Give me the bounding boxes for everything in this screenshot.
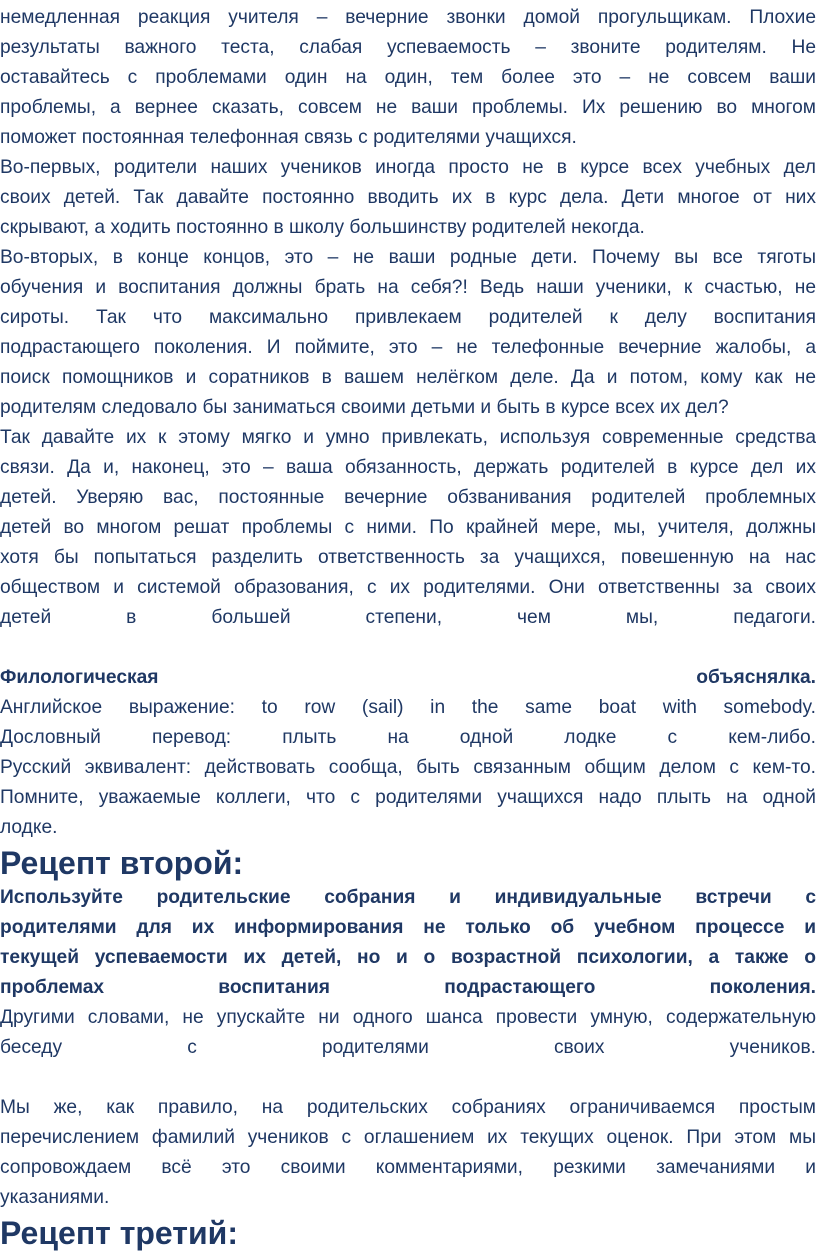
paragraph-1 [0,0,816,153]
text-line: результаты важного теста, слабая успеваемость – звоните родителям. Не [0,37,816,58]
text-line: детей. Уверяю вас, постоянные вечерние обзванивания родителей проблемных [0,487,816,508]
text-line: Так давайте их к этому мягко и умно привлекать, используя современные средства [0,427,816,448]
text-line: сироты. Так что максимально привлекаем родителей к делу воспитания [0,307,816,328]
recipe-3-heading: Рецепт третий: [0,1215,238,1251]
text-line: поиск помощников и соратников в вашем нелёгком деле. Да и потом, кому как не [0,367,816,388]
text-line: Мы же, как правило, на родительских собраниях ограничиваемся простым [0,1097,816,1118]
text-line: указаниями. [0,1187,110,1208]
text-line: лодке. [0,817,58,838]
paragraph-3 [0,243,816,423]
text-line: перечислением фамилий учеников с оглашением их текущих оценок. При этом мы [0,1127,816,1148]
text-line: оставайтесь с проблемами один на один, тем более это – не совсем ваши [0,67,816,88]
text-line: обучения и воспитания должны брать на себя?! Ведь наши ученики, к счастью, не [0,277,816,298]
text-line: Английское выражение: to row (sail) in the same boat with somebody. [0,697,816,718]
text-line: своих детей. Так давайте постоянно вводить их в курс дела. Дети многое от них [0,187,816,208]
bold-line: родителями для их информирования не только об учебном процессе и [0,917,816,938]
text-line: Во-первых, родители наших учеников иногда просто не в курсе всех учебных дел [0,157,816,178]
text-line: хотя бы попытаться разделить ответственность за учащихся, повешенную на нас [0,547,816,568]
text-line: беседу с родителями своих учеников. [0,1037,816,1058]
text-line: поможет постоянная телефонная связь с родителями учащихся. [0,127,577,148]
text-line: родителям следовало бы заниматься своими детьми и быть в курсе всех их дел? [0,397,729,418]
philology-title: Филологическая объяснялка. [0,667,816,688]
recipe-2-section [0,843,816,1213]
recipe-3-section [0,1213,816,1253]
bold-line: проблемах воспитания подрастающего поколения. [0,977,816,998]
text-line: детей во многом решат проблемы с ними. По крайней мере, мы, учителя, должны [0,517,816,538]
text-line: Во-вторых, в конце концов, это – не ваши родные дети. Почему вы все тяготы [0,247,816,268]
philology-section [0,663,816,843]
text-line: немедленная реакция учителя – вечерние звонки домой прогульщикам. Плохие [0,7,816,28]
text-line: Помните, уважаемые коллеги, что с родителями учащихся надо плыть на одной [0,787,816,808]
text-line: Русский эквивалент: действовать сообща, быть связанным общим делом с кем-то. [0,757,816,778]
text-line: обществом и системой образования, с их родителями. Они ответственны за своих [0,577,816,598]
spacer [0,1063,816,1093]
text-line: Другими словами, не упускайте ни одного шанса провести умную, содержательную [0,1007,816,1028]
text-line: проблемы, а вернее сказать, совсем не ваши проблемы. Их решению во многом [0,97,816,118]
text-line: подрастающего поколения. И поймите, это – не телефонные вечерние жалобы, а [0,337,816,358]
text-line: связи. Да и, наконец, это – ваша обязанность, держать родителей в курсе дел их [0,457,816,478]
paragraph-2 [0,153,816,243]
text-line: детей в большей степени, чем мы, педагоги. [0,607,816,628]
bold-line: текущей успеваемости их детей, но и о возрастной психологии, а также о [0,947,816,968]
recipe-2-heading: Рецепт второй: [0,845,244,881]
text-line: сопровождаем всё это своими комментариями, резкими замечаниями и [0,1157,816,1178]
bold-line: Используйте родительские собрания и индивидуальные встречи с [0,887,816,908]
text-line: скрывают, а ходить постоянно в школу большинству родителей некогда. [0,217,645,238]
spacer [0,633,816,663]
paragraph-4 [0,423,816,633]
text-line: Дословный перевод: плыть на одной лодке с кем-либо. [0,727,816,748]
